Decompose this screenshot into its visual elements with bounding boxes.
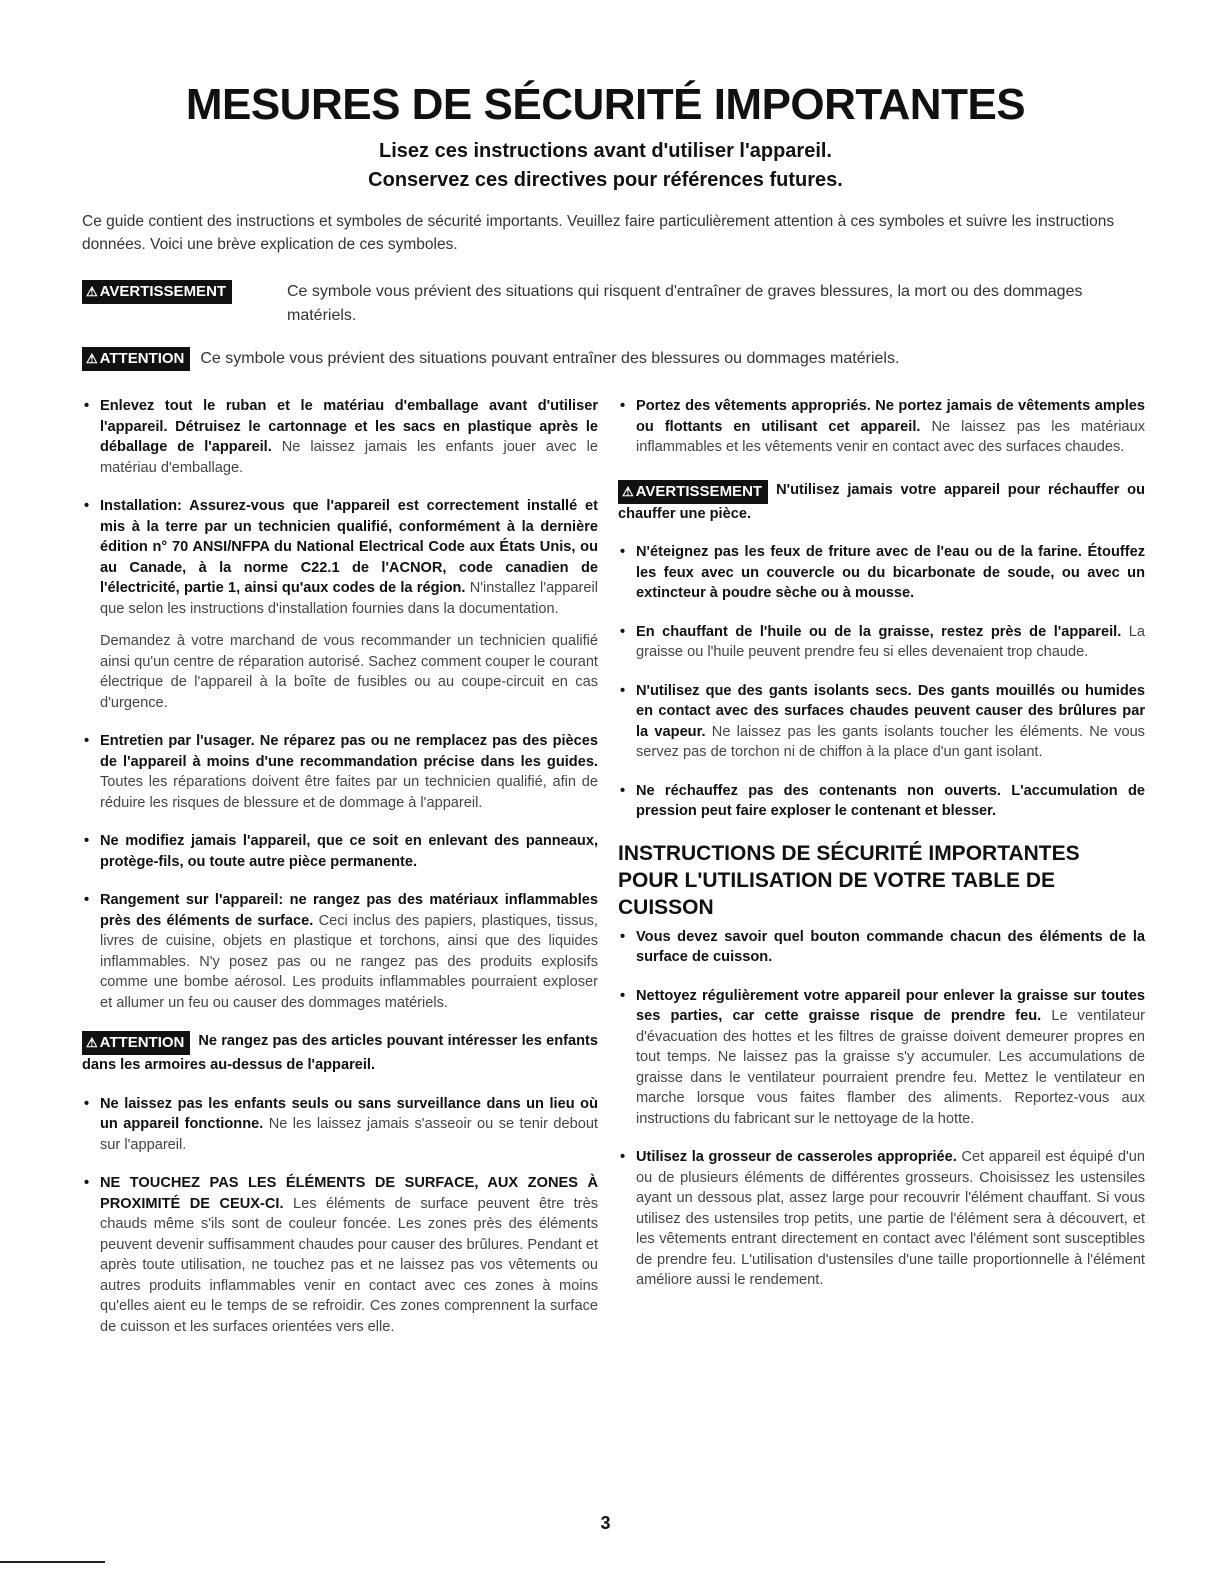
page-title: MESURES DE SÉCURITÉ IMPORTANTES: [185, 80, 1026, 129]
item-bold: Ne laissez pas les enfants seuls ou sans surveillance dans un lieu où un appareil fonctionne.: [100, 1095, 598, 1132]
caution-badge-label: ATTENTION: [99, 1034, 185, 1051]
subtitle-read: Lisez ces instructions avant d'utiliser l'appareil.: [379, 140, 832, 162]
item-text: Ceci inclus des papiers, plastiques, tissus, livres de cuisine, objets en plastique et torchons, ainsi que des liquides inflammables. N'y posez pas ou ne rangez pas des produits explosifs comme une bombe aérosol. Les produits inflammables pourraient exploser et allumer un feu ou causer des dommages matériels.: [100, 912, 598, 1011]
item-bold: Enlevez tout le ruban et le matériau d'emballage avant d'utiliser l'appareil. Détruisez le cartonnage et les sacs en plastique après le déballage de l'appareil.: [100, 398, 598, 455]
warning-triangle-icon: ⚠: [622, 483, 634, 499]
caution-badge-label: ATTENTION: [99, 350, 185, 367]
caution-notice-text: Ne rangez pas des articles pouvant intéresser les enfants dans les armoires au-dessus de l'appareil.: [82, 1033, 598, 1073]
bullet: •: [620, 1149, 626, 1165]
item-text: Toutes les réparations doivent être faites par un technicien qualifié, afin de réduire les risques de blessure et de dommage à l'appareil.: [100, 774, 598, 811]
caution-badge: [82, 347, 190, 371]
warning-badge-label: AVERTISSEMENT: [99, 283, 227, 300]
item-bold: Entretien par l'usager. Ne réparez pas ou ne remplacez pas des pièces de l'appareil à moins d'une recommandation précise dans les guides.: [100, 733, 598, 770]
item-bold: Ne modifiez jamais l'appareil, que ce soit en enlevant des panneaux, protège-fils, ou toute autre pièce permanente.: [100, 833, 598, 870]
item-bold: NE TOUCHEZ PAS LES ÉLÉMENTS DE SURFACE, AUX ZONES À PROXIMITÉ DE CEUX-CI.: [100, 1175, 598, 1212]
warning-symbol-row: [82, 280, 1152, 328]
item-text: Cet appareil est équipé d'un ou de plusieurs éléments de différentes grosseurs. Choisissez les ustensiles ayant un dessous plat, assez large pour recouvrir l'élément chauffant. Si vous utilisez des ustensiles trop petits, une partie de l'élément sera à découvert, et les vêtements entrant directement en contact avec l'élément sont susceptibles de prendre feu. L'utilisation d'ustensiles d'une taille proportionnelle à l'élément améliore aussi le rendement.: [636, 1149, 1145, 1288]
item-text: La graisse ou l'huile peuvent prendre feu si elles devenaient trop chaude.: [636, 623, 1145, 660]
warning-notice-text: N'utilisez jamais votre appareil pour réchauffer ou chauffer une pièce.: [618, 481, 1145, 522]
bullet: •: [84, 1095, 90, 1112]
caution-badge: [82, 1031, 190, 1055]
list-item: [618, 781, 1145, 822]
item-bold: En chauffant de l'huile ou de la graisse, restez près de l'appareil.: [636, 623, 1122, 640]
bullet: •: [620, 782, 626, 799]
list-item: [618, 396, 1145, 458]
item-bold: Rangement sur l'appareil: ne rangez pas des matériaux inflammables près des éléments de surface.: [100, 892, 598, 929]
warning-badge-label: AVERTISSEMENT: [635, 482, 763, 500]
list-item: [618, 1147, 1145, 1291]
section-heading: INSTRUCTIONS DE SÉCURITÉ IMPORTANTES POUR L'UTILISATION DE VOTRE TABLE DE CUISSON: [618, 841, 1080, 919]
bullet: •: [84, 498, 90, 514]
list-item: [618, 542, 1145, 604]
footer-rule: [0, 1561, 105, 1563]
item-text: N'installez l'appareil que selon les instructions d'installation fournies dans la documentation.: [100, 580, 598, 617]
page-number: 3: [600, 1513, 611, 1533]
list-item: [82, 831, 598, 872]
warning-triangle-icon: ⚠: [86, 351, 98, 366]
caution-notice: [82, 1031, 598, 1076]
list-item: [82, 496, 598, 619]
item-text: Ne laissez pas les matériaux inflammables et les vêtements venir en contact avec des surfaces chaudes.: [636, 418, 1145, 455]
intro-paragraph: Ce guide contient des instructions et symboles de sécurité importants. Veuillez faire particulièrement attention à ces symboles et suivre les instructions données. Voici une brève explication de ces symboles.: [82, 213, 1115, 253]
left-column: [82, 396, 598, 1355]
list-item: [618, 927, 1145, 968]
item-bold: Nettoyez régulièrement votre appareil pour enlever la graisse sur toutes ses parties, car cette graisse risque de prendre feu.: [636, 987, 1145, 1024]
bullet: •: [620, 682, 626, 699]
item-text: Ne laissez pas les gants isolants toucher les éléments. Ne vous servez pas de torchon ni de chiffon à la place d'un gant isolant.: [636, 723, 1145, 760]
bullet: •: [84, 398, 90, 414]
bullet: •: [620, 623, 626, 640]
caution-symbol-text: Ce symbole vous prévient des situations pouvant entraîner des blessures ou dommages matériels.: [200, 350, 900, 367]
item-bold: Ne réchauffez pas des contenants non ouverts. L'accumulation de pression peut faire exploser le contenant et blesser.: [636, 782, 1145, 819]
item-bold: N'utilisez que des gants isolants secs. Des gants mouillés ou humides en contact avec des surfaces chaudes peuvent causer des brûlures par la vapeur.: [636, 682, 1145, 740]
item-bold: N'éteignez pas les feux de friture avec de l'eau ou de la farine. Étouffez les feux avec un couvercle ou du bicarbonate de soude, ou avec un extincteur à poudre sèche ou à mousse.: [636, 544, 1145, 601]
list-item: [82, 396, 598, 478]
warning-badge: [618, 480, 768, 504]
list-item: [618, 622, 1145, 663]
subtitle-keep: Conservez ces directives pour références futures.: [368, 169, 843, 191]
right-column: [618, 396, 1145, 1309]
item-bold: Vous devez savoir quel bouton commande chacun des éléments de la surface de cuisson.: [636, 928, 1145, 965]
bullet: •: [620, 398, 626, 414]
bullet: •: [84, 833, 90, 849]
warning-badge: [82, 280, 232, 304]
item-text: Le ventilateur d'évacuation des hottes et les filtres de graisse doivent demeurer propres en tout temps. Ne laissez pas la graisse s'y accumuler. Les accumulations de graisse dans le ventilateur pourraient prendre feu. Mettez le ventilateur en marche lorsque vous faites flamber des aliments. Reportez-vous aux instructions du fabricant sur le nettoyage de la hotte.: [636, 1008, 1145, 1127]
warning-notice: [618, 480, 1145, 525]
warning-triangle-icon: ⚠: [86, 284, 98, 299]
caution-symbol-row: [82, 347, 1152, 371]
item-text: Les éléments de surface peuvent être très chauds même s'ils sont de couleur foncée. Les zones près des éléments peuvent devenir suffisamment chaudes pour causer des brûlures. Pendant et après toute utilisation, ne touchez pas et ne laissez pas vos vêtements ou autres produits inflammables venir en contact avec ces zones à moins qu'elles aient eu le temps de se refroidir. Ces zones comprennent la surface de cuisson et les surfaces orientées vers elle.: [100, 1195, 598, 1335]
list-item: [82, 1173, 598, 1337]
warning-triangle-icon: ⚠: [86, 1035, 98, 1050]
bullet: •: [84, 892, 90, 908]
list-item: [82, 890, 598, 1013]
item-paragraph: Demandez à votre marchand de vous recommander un technicien qualifié ainsi qu'un centre de réparation autorisé. Sachez comment couper le courant électrique de l'appareil à la boîte de fusibles ou au coupe-circuit en cas d'urgence.: [100, 633, 598, 711]
bullet: •: [620, 928, 626, 945]
warning-symbol-text: Ce symbole vous prévient des situations qui risquent d'entraîner de graves blessures, la mort ou des dommages matériels.: [287, 283, 1083, 324]
item-bold: Portez des vêtements appropriés. Ne portez jamais de vêtements amples ou flottants en utilisant cet appareil.: [636, 398, 1145, 435]
list-item: [618, 681, 1145, 763]
item-bold: Utilisez la grosseur de casseroles appropriée.: [636, 1149, 957, 1165]
bullet: •: [84, 1175, 90, 1191]
item-text: Ne les laissez jamais s'asseoir ou se tenir debout sur l'appareil.: [100, 1116, 598, 1153]
bullet: •: [84, 733, 90, 749]
bullet: •: [620, 987, 626, 1004]
list-item: [82, 731, 598, 813]
list-item: [82, 1094, 598, 1156]
bullet: •: [620, 544, 626, 560]
item-text: Ne laissez jamais les enfants jouer avec le matériau d'emballage.: [100, 439, 598, 476]
item-bold: Installation: Assurez-vous que l'appareil est correctement installé et mis à la terre par un technicien qualifié, conformément à la dernière édition n° 70 ANSI/NFPA du National Electrical Code aux États Unis, ou au Canade, à la norme C22.1 de l'ACNOR, code canadien de l'électricité, partie 1, ainsi qu'aux codes de la région.: [100, 498, 598, 596]
list-item: [618, 986, 1145, 1130]
